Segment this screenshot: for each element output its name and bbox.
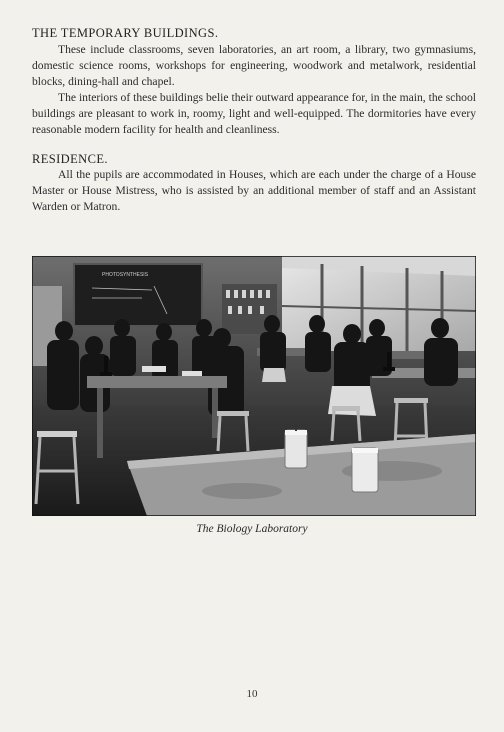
photo-caption: The Biology Laboratory [196,523,308,535]
front-bench [87,376,227,388]
paragraph-temporary-buildings-2: The interiors of these buildings belie their outward appearance for, in the main, the school buildings are pleasant to work in, roomy, light and well-equipped. The dormitories have every reasonable modern facility for health and cleanliness. [32,91,476,137]
paragraph-temporary-buildings-1: These include classrooms, seven laboratories, an art room, a library, two gymnasiums, domestic science rooms, workshops for engineering, woodwork and metalwork, residential blocks, dining-hall and chapel. [32,43,476,89]
blackboard-text: PHOTOSYNTHESIS [102,272,149,278]
section-heading-residence: RESIDENCE. [32,152,108,166]
section-heading-temporary-buildings: THE TEMPORARY BUILDINGS. [32,26,219,40]
page-number: 10 [246,688,258,700]
biology-laboratory-photo [32,256,476,516]
paragraph-residence-1: All the pupils are accommodated in Houses, which are each under the charge of a House Master or House Mistress, who is assisted by an additional member of staff and an Assistant Warden or Matron. [32,168,476,214]
